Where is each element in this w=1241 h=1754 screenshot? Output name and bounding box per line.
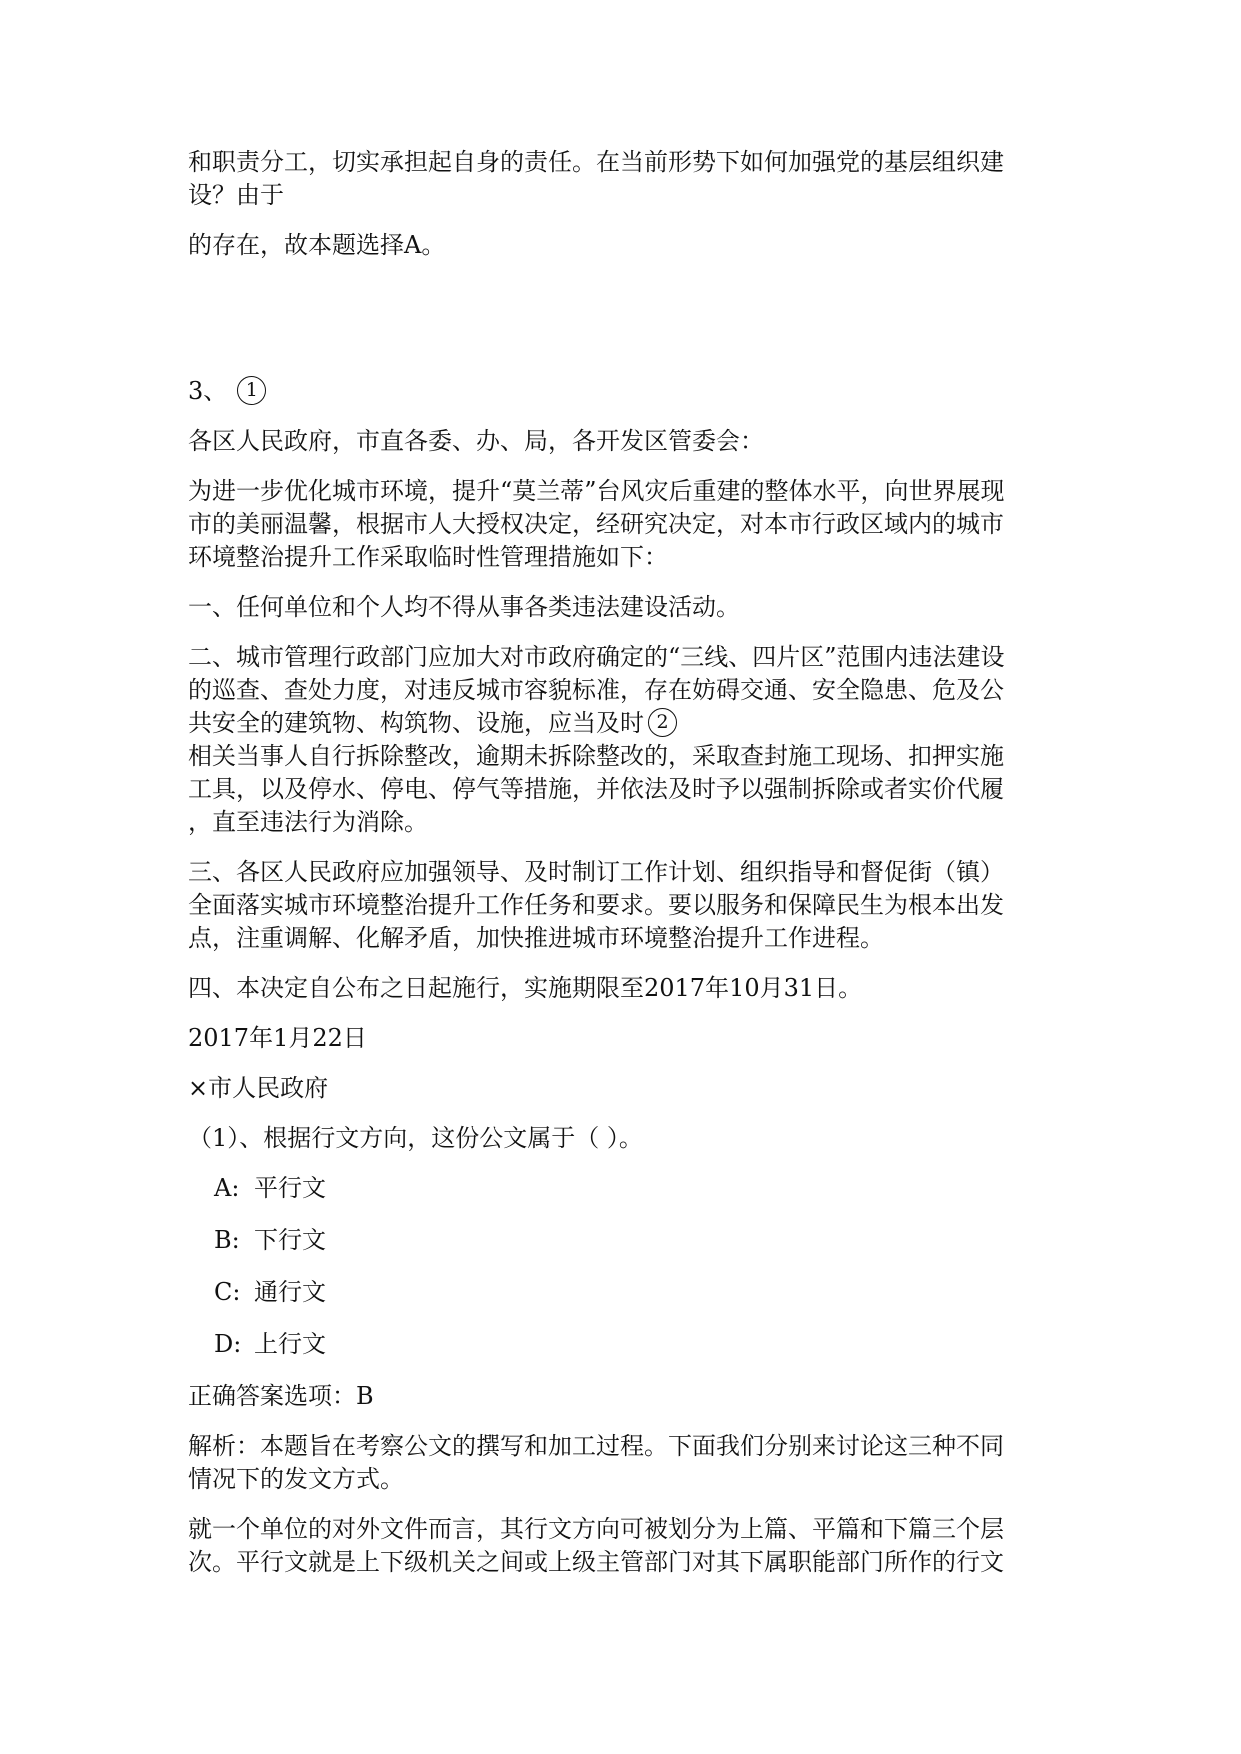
text-line: 次。平行文就是上下级机关之间或上级主管部门对其下属职能部门所作的行文 [188, 1548, 1004, 1576]
conclusion-paragraph [188, 229, 1068, 262]
addressee-paragraph [188, 425, 1068, 458]
option-key: A: [214, 1174, 240, 1202]
item-4-paragraph [188, 972, 1068, 1005]
text-line: 就一个单位的对外文件而言，其行文方向可被划分为上篇、平篇和下篇三个层 [188, 1515, 1004, 1543]
text-line: 和职责分工，切实承担起自身的责任。在当前形势下如何加强党的基层组织建 [188, 148, 1004, 176]
question-number: 3、 [188, 377, 228, 405]
text-line: 解析：本题旨在考察公文的撰写和加工过程。下面我们分别来讨论这三种不同 [188, 1432, 1004, 1460]
option-text: 平行文 [254, 1174, 326, 1202]
option-b [214, 1224, 1068, 1257]
text-line: 工具，以及停水、停电、停气等措施，并依法及时予以强制拆除或者实价代履 [188, 775, 1004, 803]
item-2-paragraph [188, 641, 1068, 839]
issuer-paragraph [188, 1072, 1068, 1105]
text-line: 点，注重调解、化解矛盾，加快推进城市环境整治提升工作进程。 [188, 924, 884, 952]
circled-marker-2: 2 [648, 708, 677, 737]
correct-answer: 正确答案选项：B [188, 1382, 374, 1410]
sub-question-text: （1）、根据行文方向，这份公文属于（ ）。 [188, 1124, 643, 1152]
text-line: 三、各区人民政府应加强领导、及时制订工作计划、组织指导和督促街（镇） [188, 858, 1004, 886]
text-line: 全面落实城市环境整治提升工作任务和要求。要以服务和保障民生为根本出发 [188, 891, 1004, 919]
document-date: 2017年1月22日 [188, 1024, 367, 1052]
text-line: 设？由于 [188, 181, 284, 209]
item-1-paragraph [188, 591, 1068, 624]
document-page [188, 146, 1068, 1596]
text-line: 二、城市管理行政部门应加大对市政府确定的“三线、四片区”范围内违法建设 [188, 643, 1005, 671]
answer-paragraph [188, 1380, 1068, 1413]
text-line: 的存在，故本题选择A。 [188, 231, 446, 259]
question-heading [188, 375, 1068, 408]
option-d [214, 1328, 1068, 1361]
text-line: 一、任何单位和个人均不得从事各类违法建设活动。 [188, 593, 740, 621]
text-line: 环境整治提升工作采取临时性管理措施如下： [188, 543, 668, 571]
text-line: ，直至违法行为消除。 [188, 808, 428, 836]
option-key: C: [214, 1278, 241, 1306]
option-a [214, 1172, 1068, 1205]
text-line: 相关当事人自行拆除整改，逾期未拆除整改的，采取查封施工现场、扣押实施 [188, 742, 1004, 770]
circled-marker-1: 1 [237, 376, 266, 405]
option-key: B: [214, 1226, 240, 1254]
text-segment: 共安全的建筑物、构筑物、设施，应当及时 [188, 709, 644, 737]
option-text: 通行文 [254, 1278, 326, 1306]
text-line: 情况下的发文方式。 [188, 1465, 404, 1493]
option-key: D: [214, 1330, 242, 1358]
text-line: 的巡查、查处力度，对违反城市容貌标准，存在妨碍交通、安全隐患、危及公 [188, 676, 1004, 704]
text-line: 各区人民政府，市直各委、办、局，各开发区管委会： [188, 427, 764, 455]
option-text: 下行文 [254, 1226, 326, 1254]
text-line: 市的美丽温馨，根据市人大授权决定，经研究决定，对本市行政区域内的城市 [188, 510, 1004, 538]
document-issuer: ×市人民政府 [188, 1074, 329, 1102]
text-line: 四、本决定自公布之日起施行，实施期限至2017年10月31日。 [188, 974, 863, 1002]
preamble-paragraph [188, 475, 1068, 574]
intro-paragraph [188, 146, 1068, 212]
explanation-paragraph [188, 1513, 1068, 1579]
item-3-paragraph [188, 856, 1068, 955]
sub-question [188, 1122, 1068, 1155]
text-line [188, 707, 1068, 740]
analysis-paragraph [188, 1430, 1068, 1496]
option-text: 上行文 [254, 1330, 326, 1358]
date-paragraph [188, 1022, 1068, 1055]
text-line: 为进一步优化城市环境，提升“莫兰蒂”台风灾后重建的整体水平，向世界展现 [188, 477, 1005, 505]
option-c [214, 1276, 1068, 1309]
